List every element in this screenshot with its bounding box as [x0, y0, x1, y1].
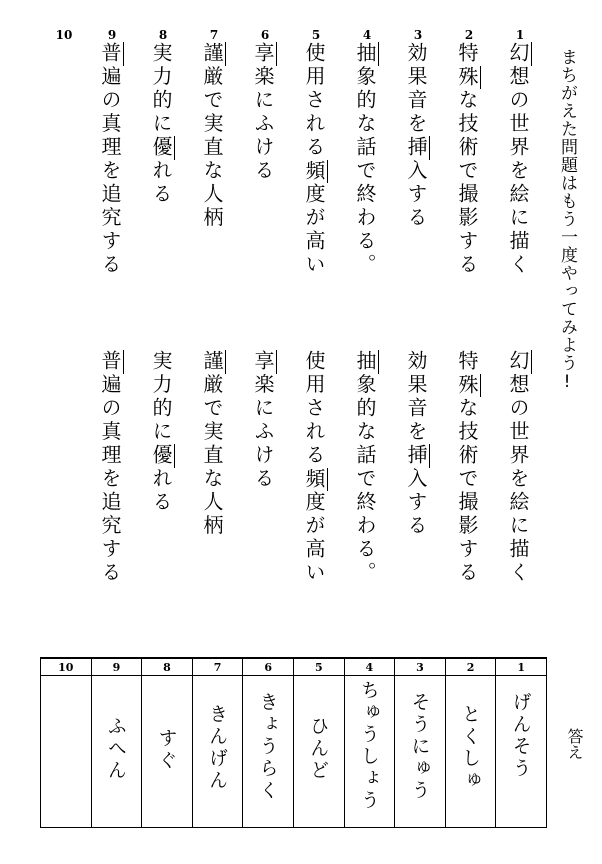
question-number: 3	[413, 28, 423, 42]
answer-number: 4	[344, 658, 395, 676]
question-text-repeat: 抽象的な話で終わる。	[353, 350, 377, 585]
question-text: 抽象的な話で終わる。	[353, 42, 377, 277]
answer-table	[40, 657, 547, 828]
answer-cell	[192, 676, 243, 828]
question-text-repeat: 特殊な技術で撮影する	[455, 350, 479, 585]
answer-text: ちゅうしょう	[357, 680, 380, 812]
answer-text: きんげん	[206, 704, 229, 792]
answer-cell	[293, 676, 344, 828]
question-text-repeat: 幻想の世界を絵に描く	[506, 350, 530, 585]
answer-cell	[496, 676, 547, 828]
answer-text: げんそう	[509, 692, 532, 780]
answer-number: 1	[496, 658, 547, 676]
answer-cell	[344, 676, 395, 828]
question-number: 10	[55, 28, 73, 42]
question-number: 8	[158, 28, 168, 42]
answer-cell	[41, 676, 92, 828]
answer-number: 10	[41, 658, 92, 676]
question-number: 5	[311, 28, 321, 42]
question-text-repeat: 効果音を挿入する	[404, 350, 428, 538]
question-text-repeat: 普遍の真理を追究する	[98, 350, 122, 585]
instruction-text: まちがえた問題はもう一度やってみよう!	[557, 48, 577, 393]
answer-cell	[91, 676, 142, 828]
question-text: 謹厳で実直な人柄	[200, 42, 224, 230]
question-number: 4	[362, 28, 372, 42]
answer-text: ふへん	[104, 716, 127, 782]
answer-text: とくしゅ	[459, 704, 482, 792]
question-text: 特殊な技術で撮影する	[455, 42, 479, 277]
answer-cell	[142, 676, 193, 828]
answer-header-row	[41, 658, 547, 676]
answer-text: きょうらく	[256, 692, 279, 802]
question-text: 使用される頻度が高い	[302, 42, 326, 277]
answer-text: ひんど	[307, 716, 330, 782]
question-text: 実力的に優れる	[149, 42, 173, 207]
answer-text: すぐ	[155, 728, 178, 772]
question-text: 幻想の世界を絵に描く	[506, 42, 530, 277]
question-text: 効果音を挿入する	[404, 42, 428, 230]
answer-body-row	[41, 676, 547, 828]
answer-cell	[395, 676, 446, 828]
answer-number: 9	[91, 658, 142, 676]
question-number: 6	[260, 28, 270, 42]
question-text-repeat: 謹厳で実直な人柄	[200, 350, 224, 538]
question-number: 1	[515, 28, 525, 42]
question-number: 7	[209, 28, 219, 42]
answer-number: 6	[243, 658, 294, 676]
answer-number: 2	[445, 658, 496, 676]
answer-cell	[243, 676, 294, 828]
question-text-repeat: 実力的に優れる	[149, 350, 173, 515]
answer-number: 8	[142, 658, 193, 676]
question-text-repeat: 使用される頻度が高い	[302, 350, 326, 585]
answer-label: 答え	[565, 728, 584, 760]
question-text-repeat: 享楽にふける	[251, 350, 275, 491]
question-text: 享楽にふける	[251, 42, 275, 183]
question-text: 普遍の真理を追究する	[98, 42, 122, 277]
answer-number: 3	[395, 658, 446, 676]
question-number: 2	[464, 28, 474, 42]
answer-number: 5	[293, 658, 344, 676]
answer-number: 7	[192, 658, 243, 676]
answer-cell	[445, 676, 496, 828]
question-number: 9	[107, 28, 117, 42]
answer-text: そうにゅう	[408, 692, 431, 802]
